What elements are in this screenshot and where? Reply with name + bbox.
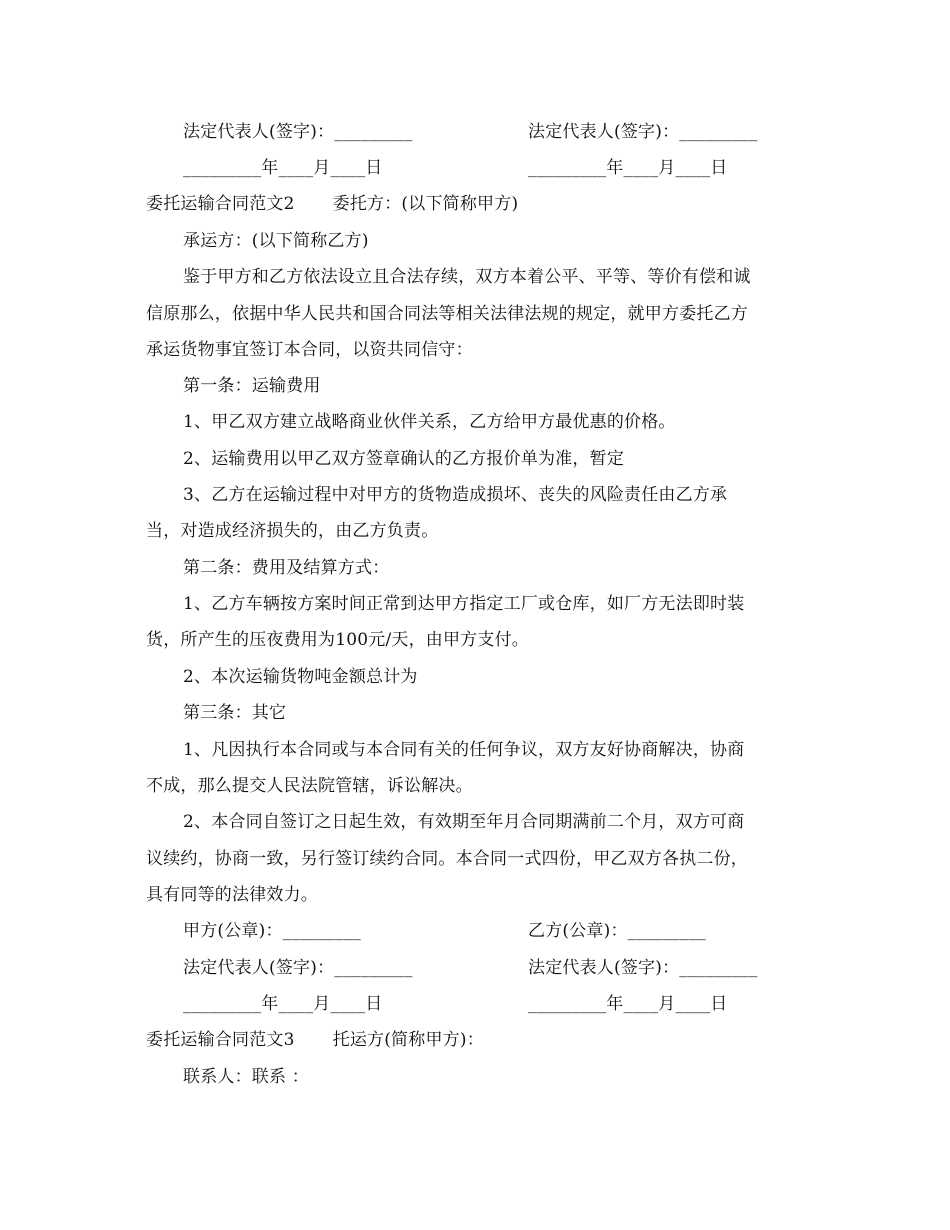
sign-date-left: _________年____月____日 [183,158,383,178]
article3-item2-line3: 具有同等的法律效力。 [146,885,318,905]
sign-party-a: 甲方(公章)：_________ [183,921,361,941]
sign-party-b: 乙方(公章)：_________ [528,921,706,941]
sign2-rep-right: 法定代表人(签字)：_________ [528,958,758,978]
article1-item1: 1、甲乙双方建立战略商业伙伴关系，乙方给甲方最优惠的价格。 [183,412,676,432]
sign-rep-right: 法定代表人(签字)：_________ [528,122,758,142]
sample3-shipper: 托运方(简称甲方)： [332,1030,484,1050]
article3-title: 第三条：其它 [183,703,287,723]
article2-item1-line2: 货，所产生的压夜费用为100元/天，由甲方支付。 [146,630,529,650]
sign-date-right: _________年____月____日 [528,158,728,178]
sign2-date-right: _________年____月____日 [528,994,728,1014]
sign2-date-left: _________年____月____日 [183,994,383,1014]
sample2-client: 委托方：(以下简称甲方) [332,194,519,214]
article3-item2-line1: 2、本合同自签订之日起生效，有效期至年月合同期满前二个月，双方可商 [183,812,745,832]
article1-item2: 2、运输费用以甲乙双方签章确认的乙方报价单为准，暂定 [183,449,625,469]
sample2-carrier: 承运方：(以下简称乙方) [183,231,369,251]
sample3-heading-line [146,1028,484,1052]
sign2-rep-left: 法定代表人(签字)：_________ [183,958,413,978]
sign-rep-left: 法定代表人(签字)：_________ [183,122,413,142]
article1-title: 第一条：运输费用 [183,376,321,396]
preamble-line-3: 承运货物事宜签订本合同，以资共同信守： [146,340,473,360]
sample2-heading-line [146,192,518,216]
article3-item1-line1: 1、凡因执行本合同或与本合同有关的任何争议，双方友好协商解决，协商 [183,740,745,760]
preamble-line-1: 鉴于甲方和乙方依法设立且合法存续，双方本着公平、平等、等价有偿和诚 [183,267,751,287]
sample2-heading: 委托运输合同范文2 [146,194,295,214]
article3-item1-line2: 不成，那么提交人民法院管辖，诉讼解决。 [146,776,473,796]
article2-title: 第二条：费用及结算方式： [183,558,390,578]
sample3-contact: 联系人：联系 ： [183,1067,310,1087]
article2-item1-line1: 1、乙方车辆按方案时间正常到达甲方指定工厂或仓库，如厂方无法即时装 [183,594,745,614]
article3-item2-line2: 议续约，协商一致，另行签订续约合同。本合同一式四份，甲乙双方各执二份， [146,849,748,869]
sample3-heading: 委托运输合同范文3 [146,1030,295,1050]
article2-item2: 2、本次运输货物吨金额总计为 [183,667,418,687]
preamble-line-2: 信原那么，依据中华人民共和国合同法等相关法律法规的规定，就甲方委托乙方 [146,304,748,324]
article1-item3-line2: 当，对造成经济损失的，由乙方负责。 [146,521,439,541]
article1-item3-line1: 3、乙方在运输过程中对甲方的货物造成损坏、丧失的风险责任由乙方承 [183,485,728,505]
